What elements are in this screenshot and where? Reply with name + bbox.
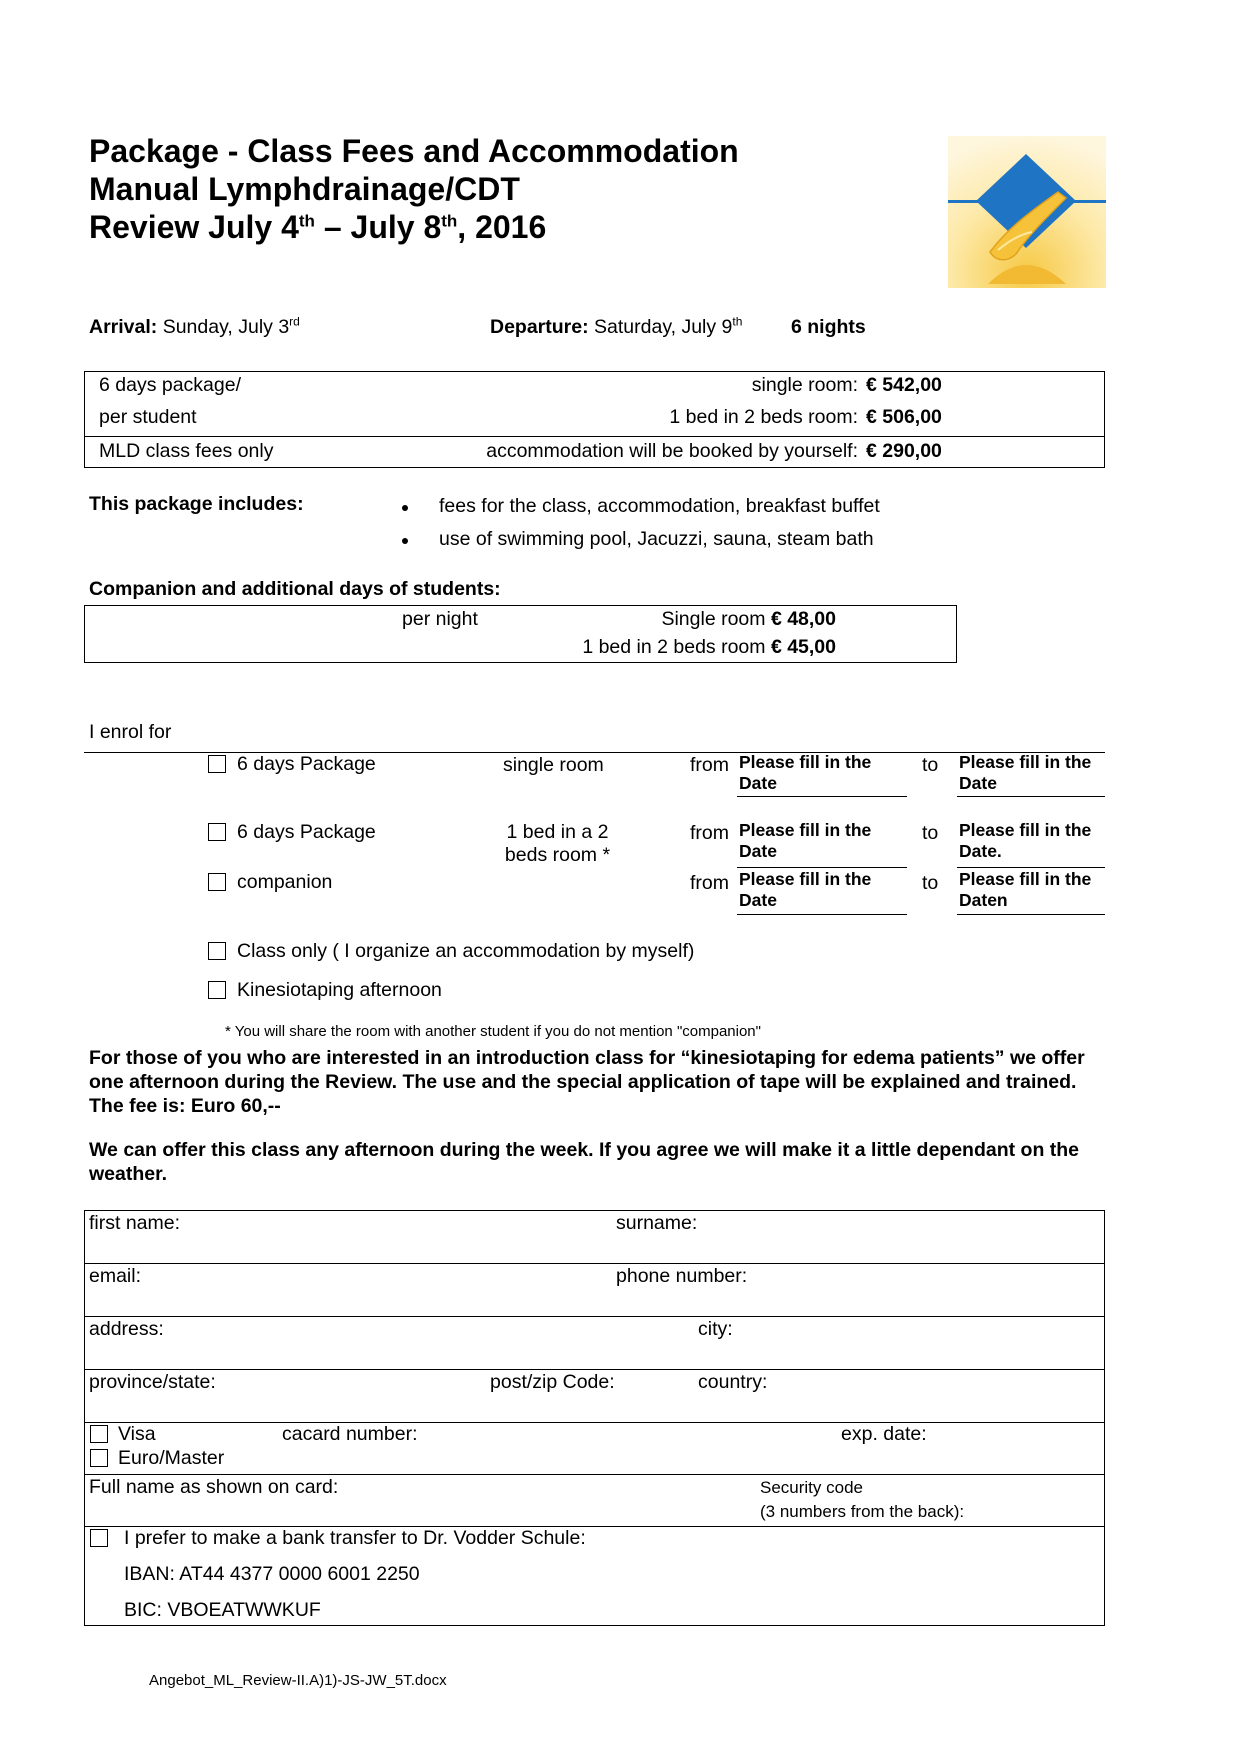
form-row-divider — [84, 1369, 1105, 1370]
departure: Departure: Saturday, July 9th — [490, 314, 743, 338]
companion-single: Single room € 48,00 — [661, 608, 836, 630]
title-line-2: Manual Lymphdrainage/CDT — [89, 171, 520, 207]
document-title — [89, 132, 739, 246]
address-field[interactable]: address: — [89, 1318, 164, 1340]
surname-field[interactable]: surname: — [616, 1212, 698, 1234]
option1-from-date[interactable]: Please fill in the Date — [739, 752, 872, 793]
bic: BIC: VBOEATWWKUF — [124, 1599, 321, 1621]
footnote: * You will share the room with another student if you do not mention "companion" — [225, 1023, 761, 1040]
option2-room: 1 bed in a 2 beds room * — [504, 821, 611, 866]
form-row-divider — [84, 1422, 1105, 1423]
zip-field[interactable]: post/zip Code: — [490, 1371, 615, 1393]
companion-per-night: per night — [402, 608, 478, 630]
form-row-divider — [84, 1316, 1105, 1317]
arrival: Arrival: Sunday, July 3rd — [89, 314, 300, 338]
option3-name: companion — [237, 871, 333, 893]
price-row2-price: € 506,00 — [866, 406, 942, 428]
city-field[interactable]: city: — [698, 1318, 733, 1340]
title-line-3: Review July 4th – July 8th, 2016 — [89, 209, 547, 245]
class-only-checkbox[interactable] — [208, 942, 226, 960]
package-single-checkbox[interactable] — [208, 755, 226, 773]
price-row1-left: 6 days package/ — [99, 374, 242, 396]
option1-from-line — [737, 796, 907, 797]
price-table-divider — [84, 436, 1105, 437]
bank-transfer-label: I prefer to make a bank transfer to Dr. Vodder Schule: — [124, 1527, 586, 1549]
nights-count: 6 nights — [791, 316, 866, 338]
price-row3-price: € 290,00 — [866, 440, 942, 462]
exp-date-field[interactable]: exp. date: — [841, 1423, 927, 1445]
email-field[interactable]: email: — [89, 1265, 142, 1287]
option2-to: to — [922, 822, 939, 844]
bullet-icon — [402, 505, 408, 511]
companion-checkbox[interactable] — [208, 873, 226, 891]
security-code-field[interactable]: Security code — [760, 1478, 863, 1497]
phone-field[interactable]: phone number: — [616, 1265, 748, 1287]
euro-master-label: Euro/Master — [118, 1447, 225, 1469]
form-row-divider — [84, 1474, 1105, 1475]
option1-to-date[interactable]: Please fill in the Date — [959, 752, 1092, 793]
option2-from-date[interactable]: Please fill in the Date — [739, 820, 872, 861]
option1-room: single room — [503, 754, 604, 776]
includes-label: This package includes: — [89, 493, 304, 515]
price-row2-label: 1 bed in 2 beds room: — [669, 406, 858, 428]
package-double-checkbox[interactable] — [208, 823, 226, 841]
option2-name: 6 days Package — [237, 821, 376, 843]
bullet-icon — [402, 538, 408, 544]
option3-from: from — [690, 872, 729, 894]
option2-to-line — [957, 867, 1105, 868]
option1-from: from — [690, 754, 729, 776]
option2-to-date[interactable]: Please fill in the Date. — [959, 820, 1092, 861]
includes-item-1: fees for the class, accommodation, breakfast buffet — [439, 495, 880, 517]
visa-label: Visa — [118, 1423, 156, 1445]
price-row1-label: single room: — [751, 374, 858, 396]
title-line-1: Package - Class Fees and Accommodation — [89, 133, 739, 169]
option1-to-line — [957, 796, 1105, 797]
class-only-label: Class only ( I organize an accommodation by myself) — [237, 940, 695, 962]
option1-name: 6 days Package — [237, 753, 376, 775]
option3-to-line — [957, 914, 1105, 915]
iban: IBAN: AT44 4377 0000 6001 2250 — [124, 1563, 420, 1585]
companion-double: 1 bed in 2 beds room € 45,00 — [582, 636, 836, 658]
kinesio-info: For those of you who are interested in an introduction class for “kinesiotaping for edema patients” we offer one afternoon during the Review. The use and the special application of tape will be explained and trained. The fee is: Euro 60,-- — [89, 1047, 1085, 1117]
card-number-field[interactable]: cacard number: — [282, 1423, 418, 1445]
hand-logo-icon — [948, 136, 1106, 288]
first-name-field[interactable]: first name: — [89, 1212, 181, 1234]
option2-from-line — [737, 867, 907, 868]
price-row3-label: accommodation will be booked by yourself: — [486, 440, 858, 462]
full-name-field[interactable]: Full name as shown on card: — [89, 1476, 339, 1498]
option3-to: to — [922, 872, 939, 894]
country-field[interactable]: country: — [698, 1371, 768, 1393]
bank-transfer-checkbox[interactable] — [90, 1529, 108, 1547]
province-field[interactable]: province/state: — [89, 1371, 216, 1393]
euro-master-checkbox[interactable] — [90, 1449, 108, 1467]
price-row2-left: per student — [99, 406, 197, 428]
kinesio-checkbox[interactable] — [208, 981, 226, 999]
option1-to: to — [922, 754, 939, 776]
weather-info: We can offer this class any afternoon during the week. If you agree we will make it a little dependant on the weather. — [89, 1139, 1080, 1185]
enrol-label: I enrol for — [89, 721, 172, 743]
price-row3-left: MLD class fees only — [99, 440, 274, 462]
security-code-hint: (3 numbers from the back): — [760, 1502, 965, 1521]
includes-item-2: use of swimming pool, Jacuzzi, sauna, steam bath — [439, 528, 874, 550]
form-row-divider — [84, 1263, 1105, 1264]
option3-to-date[interactable]: Please fill in the Daten — [959, 869, 1092, 910]
price-row1-price: € 542,00 — [866, 374, 942, 396]
footer-filename: Angebot_ML_Review-II.A)1)-JS-JW_5T.docx — [149, 1672, 447, 1689]
option2-from: from — [690, 822, 729, 844]
option3-from-line — [737, 914, 907, 915]
visa-checkbox[interactable] — [90, 1425, 108, 1443]
option3-from-date[interactable]: Please fill in the Date — [739, 869, 872, 910]
companion-heading: Companion and additional days of students: — [89, 578, 501, 600]
kinesio-label: Kinesiotaping afternoon — [237, 979, 442, 1001]
